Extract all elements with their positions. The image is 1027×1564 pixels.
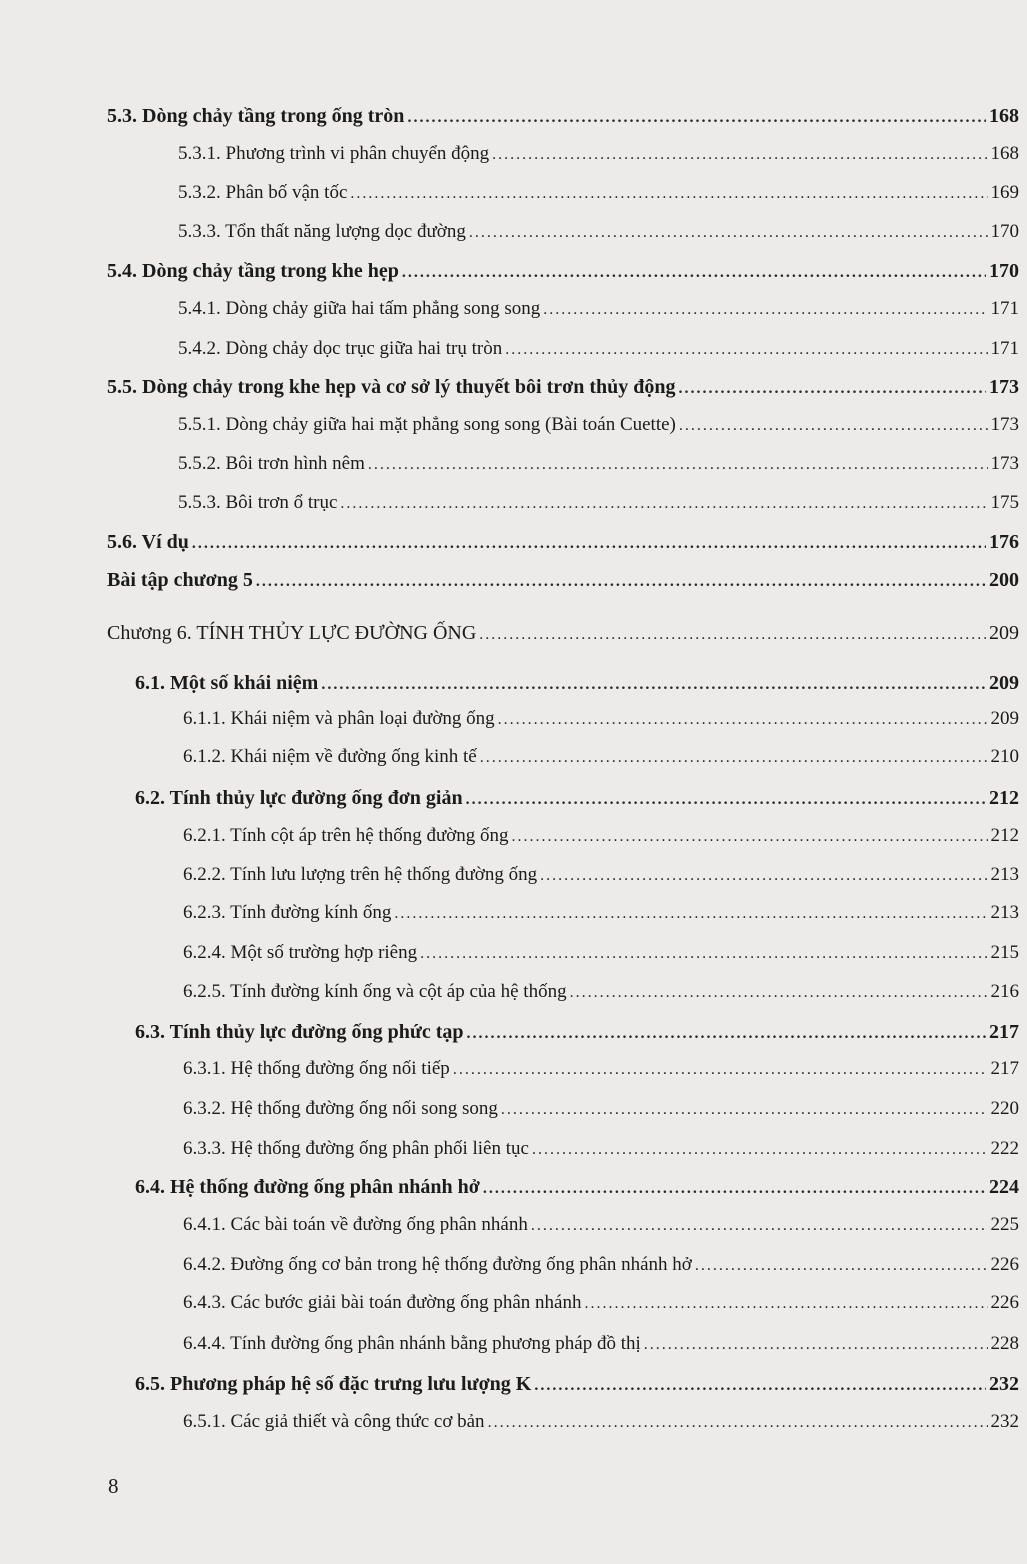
toc-entry xyxy=(178,298,1019,324)
dot-leader xyxy=(480,750,988,766)
toc-entry-title: 6.3.3. Hệ thống đường ống phân phối liên tục xyxy=(183,1138,529,1159)
toc-entry-page: 209 xyxy=(990,708,1019,729)
toc-entry-page: 232 xyxy=(990,1411,1019,1432)
toc-entry-page: 171 xyxy=(990,298,1019,319)
toc-entry-page: 212 xyxy=(989,787,1019,809)
dot-leader xyxy=(420,946,987,962)
toc-entry-page: 175 xyxy=(990,492,1019,513)
dot-leader xyxy=(543,302,987,318)
toc-entry xyxy=(178,453,1019,479)
dot-leader xyxy=(570,985,988,1001)
toc-entry-title: 6.2. Tính thủy lực đường ống đơn giản xyxy=(135,787,463,809)
dot-leader xyxy=(540,868,987,884)
toc-entry-page: 170 xyxy=(989,260,1019,282)
dot-leader xyxy=(340,496,987,512)
page-number: 8 xyxy=(108,1474,119,1498)
toc-entry-title: Bài tập chương 5 xyxy=(107,569,253,591)
toc-entry-page: 209 xyxy=(989,672,1019,694)
dot-leader xyxy=(584,1296,987,1312)
toc-entry xyxy=(183,981,1019,1007)
toc-entry-title: 5.5.1. Dòng chảy giữa hai mặt phẳng song song (Bài toán Cuette) xyxy=(178,414,676,435)
dot-leader xyxy=(532,1142,988,1158)
toc-entry-page: 226 xyxy=(990,1254,1019,1275)
toc-entry-title: 6.1. Một số khái niệm xyxy=(135,672,319,694)
toc-entry xyxy=(107,105,1019,131)
toc-entry-page: 173 xyxy=(989,376,1019,398)
toc-entry-title: 5.3. Dòng chảy tầng trong ống tròn xyxy=(107,105,405,127)
toc-entry xyxy=(183,942,1019,968)
toc-entry-title: 6.3.2. Hệ thống đường ống nối song song xyxy=(183,1098,498,1119)
dot-leader xyxy=(531,1218,988,1234)
toc-entry-page: 222 xyxy=(990,1138,1019,1159)
toc-entry-page: 170 xyxy=(990,221,1019,242)
dot-leader xyxy=(466,1026,986,1042)
toc-entry xyxy=(135,1373,1019,1399)
toc-entry xyxy=(107,376,1019,402)
dot-leader xyxy=(534,1378,986,1394)
toc-entry-page: 217 xyxy=(989,1021,1019,1043)
toc-entry-title: 6.2.2. Tính lưu lượng trên hệ thống đường ống xyxy=(183,864,538,885)
dot-leader xyxy=(501,1102,988,1118)
dot-leader xyxy=(498,712,988,728)
toc-entry-page: 169 xyxy=(990,182,1019,203)
dot-leader xyxy=(492,147,987,163)
toc-entry-title: 5.4.2. Dòng chảy dọc trục giữa hai trụ tròn xyxy=(178,338,503,359)
toc-entry-page: 200 xyxy=(989,569,1019,591)
dot-leader xyxy=(321,677,986,693)
toc-entry-page: 210 xyxy=(990,746,1019,767)
toc-entry xyxy=(178,492,1019,518)
dot-leader xyxy=(644,1337,988,1353)
toc-entry-title: 6.4.1. Các bài toán về đường ống phân nhánh xyxy=(183,1214,528,1235)
dot-leader xyxy=(407,110,986,126)
dot-leader xyxy=(256,574,986,590)
dot-leader xyxy=(350,186,987,202)
toc-entry-page: 168 xyxy=(990,143,1019,164)
dot-leader xyxy=(469,225,988,241)
toc-entry-title: 6.1.2. Khái niệm về đường ống kinh tế xyxy=(183,746,477,767)
toc-entry-page: 220 xyxy=(990,1098,1019,1119)
toc-entry xyxy=(178,143,1019,169)
toc-entry-title: 5.3.1. Phương trình vi phân chuyển động xyxy=(178,143,490,164)
toc-entry-page: 168 xyxy=(989,105,1019,127)
toc-entry xyxy=(178,182,1019,208)
toc-entry xyxy=(183,708,1019,734)
toc-entry-title: 6.4.2. Đường ống cơ bản trong hệ thống đường ống phân nhánh hở xyxy=(183,1254,692,1275)
toc-entry xyxy=(135,1176,1019,1202)
toc-entry xyxy=(183,1292,1019,1318)
toc-entry-page: 173 xyxy=(990,453,1019,474)
toc-entry xyxy=(107,569,1019,595)
toc-entry xyxy=(183,864,1019,890)
toc-entry-title: 5.5.2. Bôi trơn hình nêm xyxy=(178,453,365,474)
toc-entry-page: 171 xyxy=(990,338,1019,359)
toc-entry xyxy=(183,1058,1019,1084)
toc-entry xyxy=(107,531,1019,557)
toc-entry-title: 6.4.3. Các bước giải bài toán đường ống phân nhánh xyxy=(183,1292,582,1313)
toc-chapter-entry xyxy=(107,622,1019,648)
toc-entry-title: 5.4.1. Dòng chảy giữa hai tấm phẳng song song xyxy=(178,298,541,319)
toc-entry-title: 6.1.1. Khái niệm và phân loại đường ống xyxy=(183,708,495,729)
toc-entry-page: 209 xyxy=(989,622,1019,644)
toc-entry-title: 5.5.3. Bôi trơn ổ trục xyxy=(178,492,338,513)
toc-entry-page: 224 xyxy=(989,1176,1019,1198)
toc-entry-title: 6.3. Tính thủy lực đường ống phức tạp xyxy=(135,1021,464,1043)
toc-entry-page: 215 xyxy=(990,942,1019,963)
toc-entry-page: 232 xyxy=(989,1373,1019,1395)
toc-entry-title: 5.3.3. Tổn thất năng lượng dọc đường xyxy=(178,221,466,242)
dot-leader xyxy=(488,1415,988,1431)
toc-entry xyxy=(135,672,1019,698)
toc-entry xyxy=(183,1098,1019,1124)
toc-entry-page: 217 xyxy=(990,1058,1019,1079)
toc-entry-title: 6.2.5. Tính đường kính ống và cột áp của hệ thống xyxy=(183,981,567,1002)
toc-entry-title: 6.5. Phương pháp hệ số đặc trưng lưu lượng K xyxy=(135,1373,532,1395)
toc-entry-page: 173 xyxy=(990,414,1019,435)
toc-entry xyxy=(178,221,1019,247)
dot-leader xyxy=(192,536,986,552)
toc-entry xyxy=(183,1411,1019,1437)
toc-entry xyxy=(183,746,1019,772)
toc-entry xyxy=(183,1214,1019,1240)
toc-entry-title: 6.2.3. Tính đường kính ống xyxy=(183,902,392,923)
toc-entry-page: 212 xyxy=(990,825,1019,846)
dot-leader xyxy=(466,792,986,808)
toc-entry-page: 216 xyxy=(990,981,1019,1002)
toc-entry xyxy=(183,902,1019,928)
toc-entry xyxy=(178,414,1019,440)
dot-leader xyxy=(394,906,987,922)
dot-leader xyxy=(402,265,986,281)
toc-entry xyxy=(178,338,1019,364)
toc-entry xyxy=(183,1333,1019,1359)
dot-leader xyxy=(453,1062,988,1078)
toc-entry-title: 5.5. Dòng chảy trong khe hẹp và cơ sở lý thuyết bôi trơn thủy động xyxy=(107,376,676,398)
dot-leader xyxy=(679,381,987,397)
toc-entry xyxy=(183,1138,1019,1164)
toc-entry-page: 213 xyxy=(990,902,1019,923)
toc-entry-title: 5.6. Ví dụ xyxy=(107,531,189,553)
toc-entry-title: 6.2.1. Tính cột áp trên hệ thống đường ống xyxy=(183,825,509,846)
toc-entry-title: Chương 6. TÍNH THỦY LỰC ĐƯỜNG ỐNG xyxy=(107,622,477,644)
toc-entry-title: 5.4. Dòng chảy tầng trong khe hẹp xyxy=(107,260,399,282)
dot-leader xyxy=(512,829,988,845)
toc-entry-title: 5.3.2. Phân bố vận tốc xyxy=(178,182,348,203)
toc-entry-title: 6.2.4. Một số trường hợp riêng xyxy=(183,942,418,963)
toc-entry-page: 226 xyxy=(990,1292,1019,1313)
toc-entry xyxy=(135,787,1019,813)
toc-entry-title: 6.5.1. Các giả thiết và công thức cơ bản xyxy=(183,1411,485,1432)
toc-entry xyxy=(183,825,1019,851)
toc-entry xyxy=(135,1021,1019,1047)
toc-entry-page: 176 xyxy=(989,531,1019,553)
toc-entry-page: 228 xyxy=(990,1333,1019,1354)
dot-leader xyxy=(695,1258,988,1274)
dot-leader xyxy=(368,457,988,473)
dot-leader xyxy=(479,627,986,643)
toc-entry-page: 225 xyxy=(990,1214,1019,1235)
toc-entry xyxy=(183,1254,1019,1280)
dot-leader xyxy=(483,1181,986,1197)
dot-leader xyxy=(505,342,987,358)
dot-leader xyxy=(679,418,988,434)
toc-entry-title: 6.3.1. Hệ thống đường ống nối tiếp xyxy=(183,1058,450,1079)
toc-entry-page: 213 xyxy=(990,864,1019,885)
toc-entry xyxy=(107,260,1019,286)
toc-entry-title: 6.4.4. Tính đường ống phân nhánh bằng phương pháp đồ thị xyxy=(183,1333,641,1354)
toc-entry-title: 6.4. Hệ thống đường ống phân nhánh hở xyxy=(135,1176,480,1198)
